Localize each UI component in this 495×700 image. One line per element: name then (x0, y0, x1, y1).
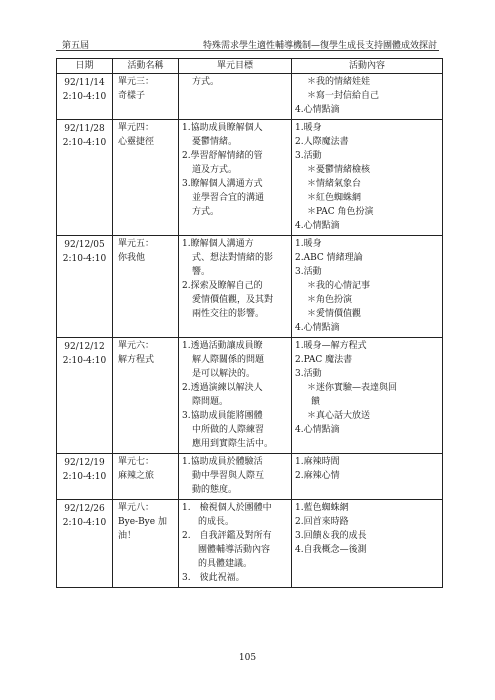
header-rule (56, 50, 439, 51)
activity-content-cell (292, 74, 443, 120)
activity-name-cell-line: 油！ (118, 531, 137, 541)
unit-goals-cell-line: 方式。 (192, 207, 220, 217)
activity-name-cell-line: Bye-Bye 加 (118, 517, 167, 527)
activity-content-cell-line: 1.暖身 (295, 239, 322, 249)
activity-content-cell-line: ＊寫一封信給自己 (307, 91, 380, 101)
activity-name-cell-line: 單元六： (118, 341, 155, 351)
unit-goals-cell-line: 1.協助成員於體驗活 (182, 457, 263, 467)
activity-name-cell (113, 236, 179, 338)
unit-goals-cell-line: 2.探索及瞭解自己的 (182, 281, 263, 291)
date-cell-line: 2:10-4:10 (62, 518, 107, 528)
date-cell-line: 2:10-4:10 (62, 254, 107, 264)
unit-goals-cell-line: 並學習合宜的溝通 (192, 193, 265, 203)
column-header-activity-name: 活動名稱 (113, 59, 179, 74)
unit-goals-cell (179, 74, 292, 120)
unit-goals-cell-line: 式、想法對情緒的影 (192, 253, 274, 263)
unit-goals-cell-line: 2.透過演練以解決人 (182, 383, 263, 393)
table-row (57, 120, 443, 236)
unit-goals-cell-line: 的成長。 (198, 517, 235, 527)
activity-content-cell-line: ＊情緒氣象台 (307, 179, 362, 189)
activity-name-cell (113, 500, 179, 588)
column-header-activity-content: 活動內容 (292, 59, 443, 74)
activity-content-cell-line: 2.人際魔法書 (295, 137, 349, 147)
unit-goals-cell-line: 應用到實際生活中。 (192, 439, 274, 449)
activity-content-cell-line: 4.自我概念—後測 (295, 545, 367, 555)
activity-content-cell-line: ＊真心話大放送 (307, 411, 371, 421)
activity-content-cell-line: ＊角色扮演 (307, 295, 353, 305)
activity-content-cell-line: ＊憂鬱情緒檢核 (307, 165, 371, 175)
activity-content-cell-line: 2.回首來時路 (295, 517, 349, 527)
date-cell-line: 92/11/14 (64, 78, 105, 88)
unit-goals-cell-line: 中所做的人際練習 (192, 425, 265, 435)
activity-content-cell (292, 120, 443, 236)
date-cell-line: 92/12/19 (64, 458, 105, 468)
table-row (57, 500, 443, 588)
activity-content-cell-line: 1.暖身—解方程式 (295, 341, 367, 351)
unit-goals-cell-line: 動的態度。 (192, 485, 238, 495)
date-cell-line: 2:10-4:10 (62, 138, 107, 148)
unit-goals-cell-line: 愛情價值觀，及其對 (192, 295, 274, 305)
unit-goals-cell-line: 兩性交往的影響。 (192, 309, 265, 319)
unit-goals-cell (179, 454, 292, 500)
table-body (57, 74, 443, 588)
unit-goals-cell-line: 憂鬱情緒。 (192, 137, 238, 147)
activity-name-cell-line: 單元七： (118, 457, 155, 467)
activity-name-cell (113, 338, 179, 454)
date-cell (57, 454, 113, 500)
unit-goals-cell-line: 是可以解決的。 (192, 369, 256, 379)
date-cell (57, 500, 113, 588)
unit-goals-cell-line: 1.透過活動讓成員瞭 (182, 341, 263, 351)
activity-name-cell-line: 奇樣子 (118, 91, 146, 101)
activity-name-cell-line: 單元八： (118, 503, 155, 513)
activity-content-cell-line: ＊PAC 角色扮演 (307, 207, 374, 217)
activity-name-cell-line: 你我他 (118, 253, 146, 263)
activity-content-cell-line: 3.回饋＆我的成長 (295, 531, 367, 541)
activity-content-cell (292, 338, 443, 454)
page-number: 105 (238, 653, 257, 663)
date-cell-line: 92/12/12 (64, 342, 105, 352)
activity-content-cell (292, 236, 443, 338)
header-right-title: 特殊需求學生適性輔導機制—復學生成長支持團體成效探討 (202, 41, 437, 51)
activity-content-cell-line: 2.麻辣心情 (295, 471, 340, 481)
activity-content-cell-line: ＊我的心情記事 (307, 281, 371, 291)
unit-goals-cell-line: 1.協助成員瞭解個人 (182, 123, 263, 133)
unit-goals-cell-line: 際問題。 (192, 397, 229, 407)
activity-content-cell-line: 1.麻辣時間 (295, 457, 340, 467)
activity-name-cell (113, 454, 179, 500)
date-cell (57, 236, 113, 338)
date-cell-line: 2:10-4:10 (62, 472, 107, 482)
unit-goals-cell-line: 1. 檢視個人於團體中 (182, 503, 272, 513)
unit-goals-cell (179, 500, 292, 588)
activity-content-cell-line: ＊愛情價值觀 (307, 309, 362, 319)
activity-name-cell-line: 麻辣之旅 (118, 471, 155, 481)
activity-content-cell-line: 4.心情點滴 (295, 323, 340, 333)
unit-goals-cell-line: 道及方式。 (192, 165, 238, 175)
activity-content-cell-line: 3.活動 (295, 267, 322, 277)
unit-goals-cell-line: 方式。 (192, 77, 220, 87)
unit-goals-cell-line: 3.瞭解個人溝通方式 (182, 179, 263, 189)
activity-content-cell-line: 饋 (311, 397, 321, 407)
activity-name-cell (113, 74, 179, 120)
unit-goals-cell-line: 解人際關係的問題 (192, 355, 265, 365)
activity-content-cell-line: 3.活動 (295, 369, 322, 379)
activity-content-cell-line: ＊紅色蜘蛛網 (307, 193, 362, 203)
activity-name-cell-line: 心靈捷徑 (118, 137, 155, 147)
activity-content-cell-line: 3.活動 (295, 151, 322, 161)
activity-content-cell-line: ＊我的情緒娃娃 (307, 77, 371, 87)
activity-content-cell-line: 1.藍色蜘蛛網 (295, 503, 349, 513)
unit-goals-cell-line: 3.協助成員能將團體 (182, 411, 263, 421)
unit-goals-cell-line: 2. 自我評鑑及對所有 (182, 531, 272, 541)
table-row (57, 236, 443, 338)
unit-goals-cell-line: 團體輔導活動內容 (198, 545, 271, 555)
table-row (57, 74, 443, 120)
unit-goals-cell-line: 2.學習舒解情緒的管 (182, 151, 263, 161)
activity-content-cell-line: 2.ABC 情緒理論 (295, 253, 363, 263)
column-header-date: 日期 (57, 59, 113, 74)
unit-goals-cell (179, 236, 292, 338)
unit-goals-cell (179, 120, 292, 236)
unit-goals-cell-line: 3. 彼此祝福。 (182, 573, 245, 583)
activity-name-cell-line: 單元五： (118, 239, 155, 249)
activity-content-cell-line: 4.心情點滴 (295, 105, 340, 115)
table-row (57, 338, 443, 454)
date-cell (57, 74, 113, 120)
unit-goals-cell-line: 動中學習與人際互 (192, 471, 265, 481)
date-cell (57, 338, 113, 454)
activity-content-cell-line: 4.心情點滴 (295, 221, 340, 231)
unit-goals-cell-line: 響。 (192, 267, 211, 277)
activity-content-cell-line: 2.PAC 魔法書 (295, 355, 353, 365)
unit-goals-cell (179, 338, 292, 454)
date-cell-line: 92/11/28 (64, 124, 105, 134)
activity-content-cell (292, 500, 443, 588)
date-cell (57, 120, 113, 236)
activity-name-cell-line: 單元三： (118, 77, 155, 87)
table-row (57, 454, 443, 500)
header-left-text: 第五屆 (62, 41, 90, 51)
column-header-unit-goals: 單元目標 (179, 59, 292, 74)
activity-schedule-table (56, 58, 443, 588)
activity-content-cell (292, 454, 443, 500)
unit-goals-cell-line: 的具體建議。 (198, 559, 253, 569)
activity-name-cell-line: 單元四： (118, 123, 155, 133)
activity-content-cell-line: 1.暖身 (295, 123, 322, 133)
activity-content-cell-line: ＊迷你實驗—表達與回 (307, 383, 398, 393)
date-cell-line: 2:10-4:10 (62, 92, 107, 102)
date-cell-line: 92/12/26 (64, 504, 105, 514)
activity-name-cell-line: 解方程式 (118, 355, 155, 365)
unit-goals-cell-line: 1.瞭解個人溝通方 (182, 239, 254, 249)
date-cell-line: 92/12/05 (64, 240, 105, 250)
activity-content-cell-line: 4.心情點滴 (295, 425, 340, 435)
activity-name-cell (113, 120, 179, 236)
date-cell-line: 2:10-4:10 (62, 356, 107, 366)
table-header-row (57, 59, 443, 74)
